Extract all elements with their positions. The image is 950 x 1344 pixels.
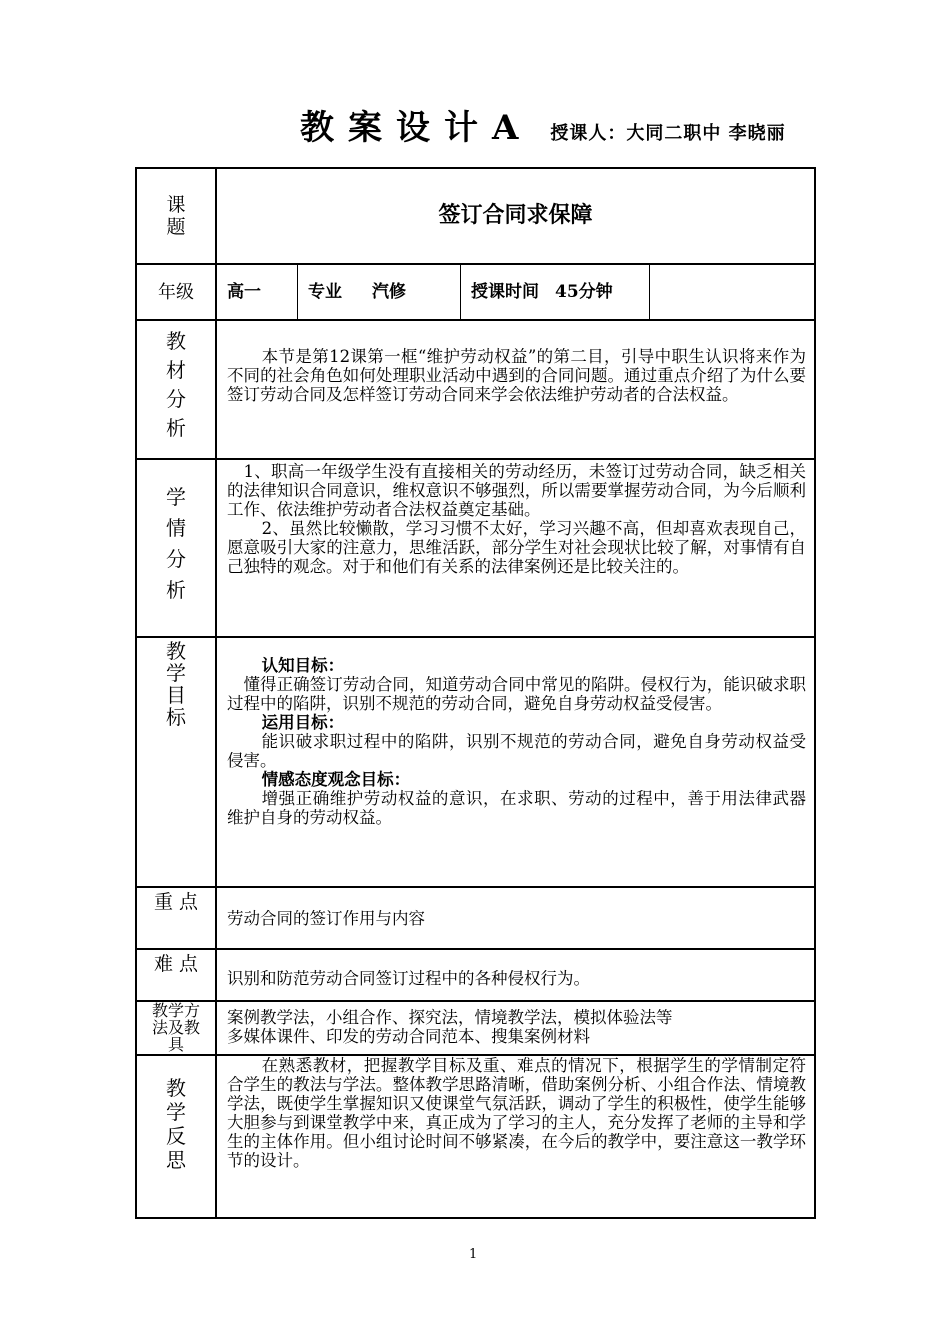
material-row (136, 320, 815, 459)
method-line-1: 案例教学法，小组合作、探究法，情境教学法，模拟体验法等 (227, 1008, 673, 1027)
student-row (136, 459, 815, 637)
key-point-text: 劳动合同的签订作用与内容 (227, 908, 425, 928)
empty-cell (650, 265, 814, 319)
reflection-text: 在熟悉教材，把握教学目标及重、难点的情况下，根据学生的学情制定符合学生的教法与学法。整体教学思路清晰，借助案例分析、小组合作法、情境教学法，既使学生掌握知识又使课堂气氛活跃，调动了学生的积极性，使学生能够大胆参与到课堂教学中来，真正成为了学习的主人，充分发挥了老师的主导和学生的主体作用。但小组讨论时间不够紧凑，在今后的教学中，要注意这一教学环节的设计。 (227, 1056, 806, 1170)
student-cell (216, 459, 815, 637)
key-point-row (136, 887, 815, 949)
key-point-label: 重 点 (153, 891, 199, 913)
major-label: 专业 (308, 282, 342, 302)
goal-heading-application: 运用目标： (261, 713, 345, 732)
method-label: 教学方法及教具 (151, 1001, 200, 1054)
goal-text-cognitive: 懂得正确签订劳动合同，知道劳动合同中常见的陷阱。侵权行为，能识破求职过程中的陷阱，识别不规范的劳动合同，避免自身劳动权益受侵害。 (227, 675, 806, 713)
material-label: 教材分析 (166, 329, 186, 440)
goal-heading-cognitive: 认知目标： (261, 656, 345, 675)
goal-text-attitude: 增强正确维护劳动权益的意识，在求职、劳动的过程中，善于用法律武器维护自身的劳动权益。 (227, 789, 806, 827)
grade-info-cell (216, 264, 815, 320)
method-label-cell (136, 1001, 216, 1055)
document-title: 教案设计A (300, 108, 533, 148)
student-label-cell (136, 459, 216, 637)
goal-row (136, 637, 815, 887)
student-label: 学情分析 (166, 485, 186, 602)
topic-value: 签订合同求保障 (438, 202, 593, 228)
topic-label-cell (136, 168, 216, 264)
method-line-2: 多媒体课件、印发的劳动合同范本、搜集案例材料 (227, 1027, 590, 1046)
material-label-cell (136, 320, 216, 459)
reflection-row (136, 1055, 815, 1218)
teacher-info: 授课人：大同二职中 李晓丽 (550, 123, 786, 144)
goal-label: 教学目标 (166, 639, 186, 729)
grade-label: 年级 (158, 281, 194, 303)
difficulty-row (136, 949, 815, 1001)
goal-heading-attitude: 情感态度观念目标： (261, 770, 411, 789)
method-row (136, 1001, 815, 1055)
major-field (298, 265, 461, 319)
grade-value: 高一 (217, 265, 298, 319)
reflection-label: 教学反思 (166, 1076, 186, 1172)
time-field (461, 265, 650, 319)
grade-row (136, 264, 815, 320)
grade-label-cell (136, 264, 216, 320)
difficulty-text: 识别和防范劳动合同签订过程中的各种侵权行为。 (227, 968, 590, 988)
material-text: 本节是第12课第一框“维护劳动权益”的第二目，引导中职生认识将来作为不同的社会角色如何处理职业活动中遇到的合同问题。通过重点介绍了为什么要签订劳动合同及怎样签订劳动合同来学会依法维护劳动者的合法权益。 (227, 347, 806, 404)
difficulty-label-cell (136, 949, 216, 1001)
topic-value-cell (216, 168, 815, 264)
student-paragraph-2: 2、虽然比较懒散，学习习惯不太好，学习兴趣不高，但却喜欢表现自己，愿意吸引大家的注意力，思维活跃，部分学生对社会现状比较了解，对事情有自己独特的观念。对于和他们有关系的法律案例还是比较关注的。 (227, 519, 806, 576)
goal-label-cell (136, 637, 216, 887)
goal-cell (216, 637, 815, 887)
topic-label: 课题 (166, 194, 186, 238)
major-value: 汽修 (372, 282, 406, 302)
method-cell (216, 1001, 815, 1055)
difficulty-cell (216, 949, 815, 1001)
key-point-label-cell (136, 887, 216, 949)
material-cell (216, 320, 815, 459)
topic-row (136, 168, 815, 264)
document-header (300, 100, 786, 148)
student-paragraph-1: 1、职高一年级学生没有直接相关的劳动经历，未签订过劳动合同，缺乏相关的法律知识合同意识，维权意识不够强烈，所以需要掌握劳动合同，为今后顺利工作、依法维护劳动者合法权益奠定基础。 (227, 462, 806, 519)
lesson-plan-table (135, 167, 816, 1219)
page-number: 1 (469, 1247, 478, 1262)
key-point-cell (216, 887, 815, 949)
time-value: 45分钟 (555, 282, 613, 302)
goal-text-application: 能识破求职过程中的陷阱，识别不规范的劳动合同，避免自身劳动权益受侵害。 (227, 732, 806, 770)
reflection-label-cell (136, 1055, 216, 1218)
reflection-cell (216, 1055, 815, 1218)
difficulty-label: 难 点 (153, 953, 199, 975)
time-label: 授课时间 (471, 282, 539, 302)
